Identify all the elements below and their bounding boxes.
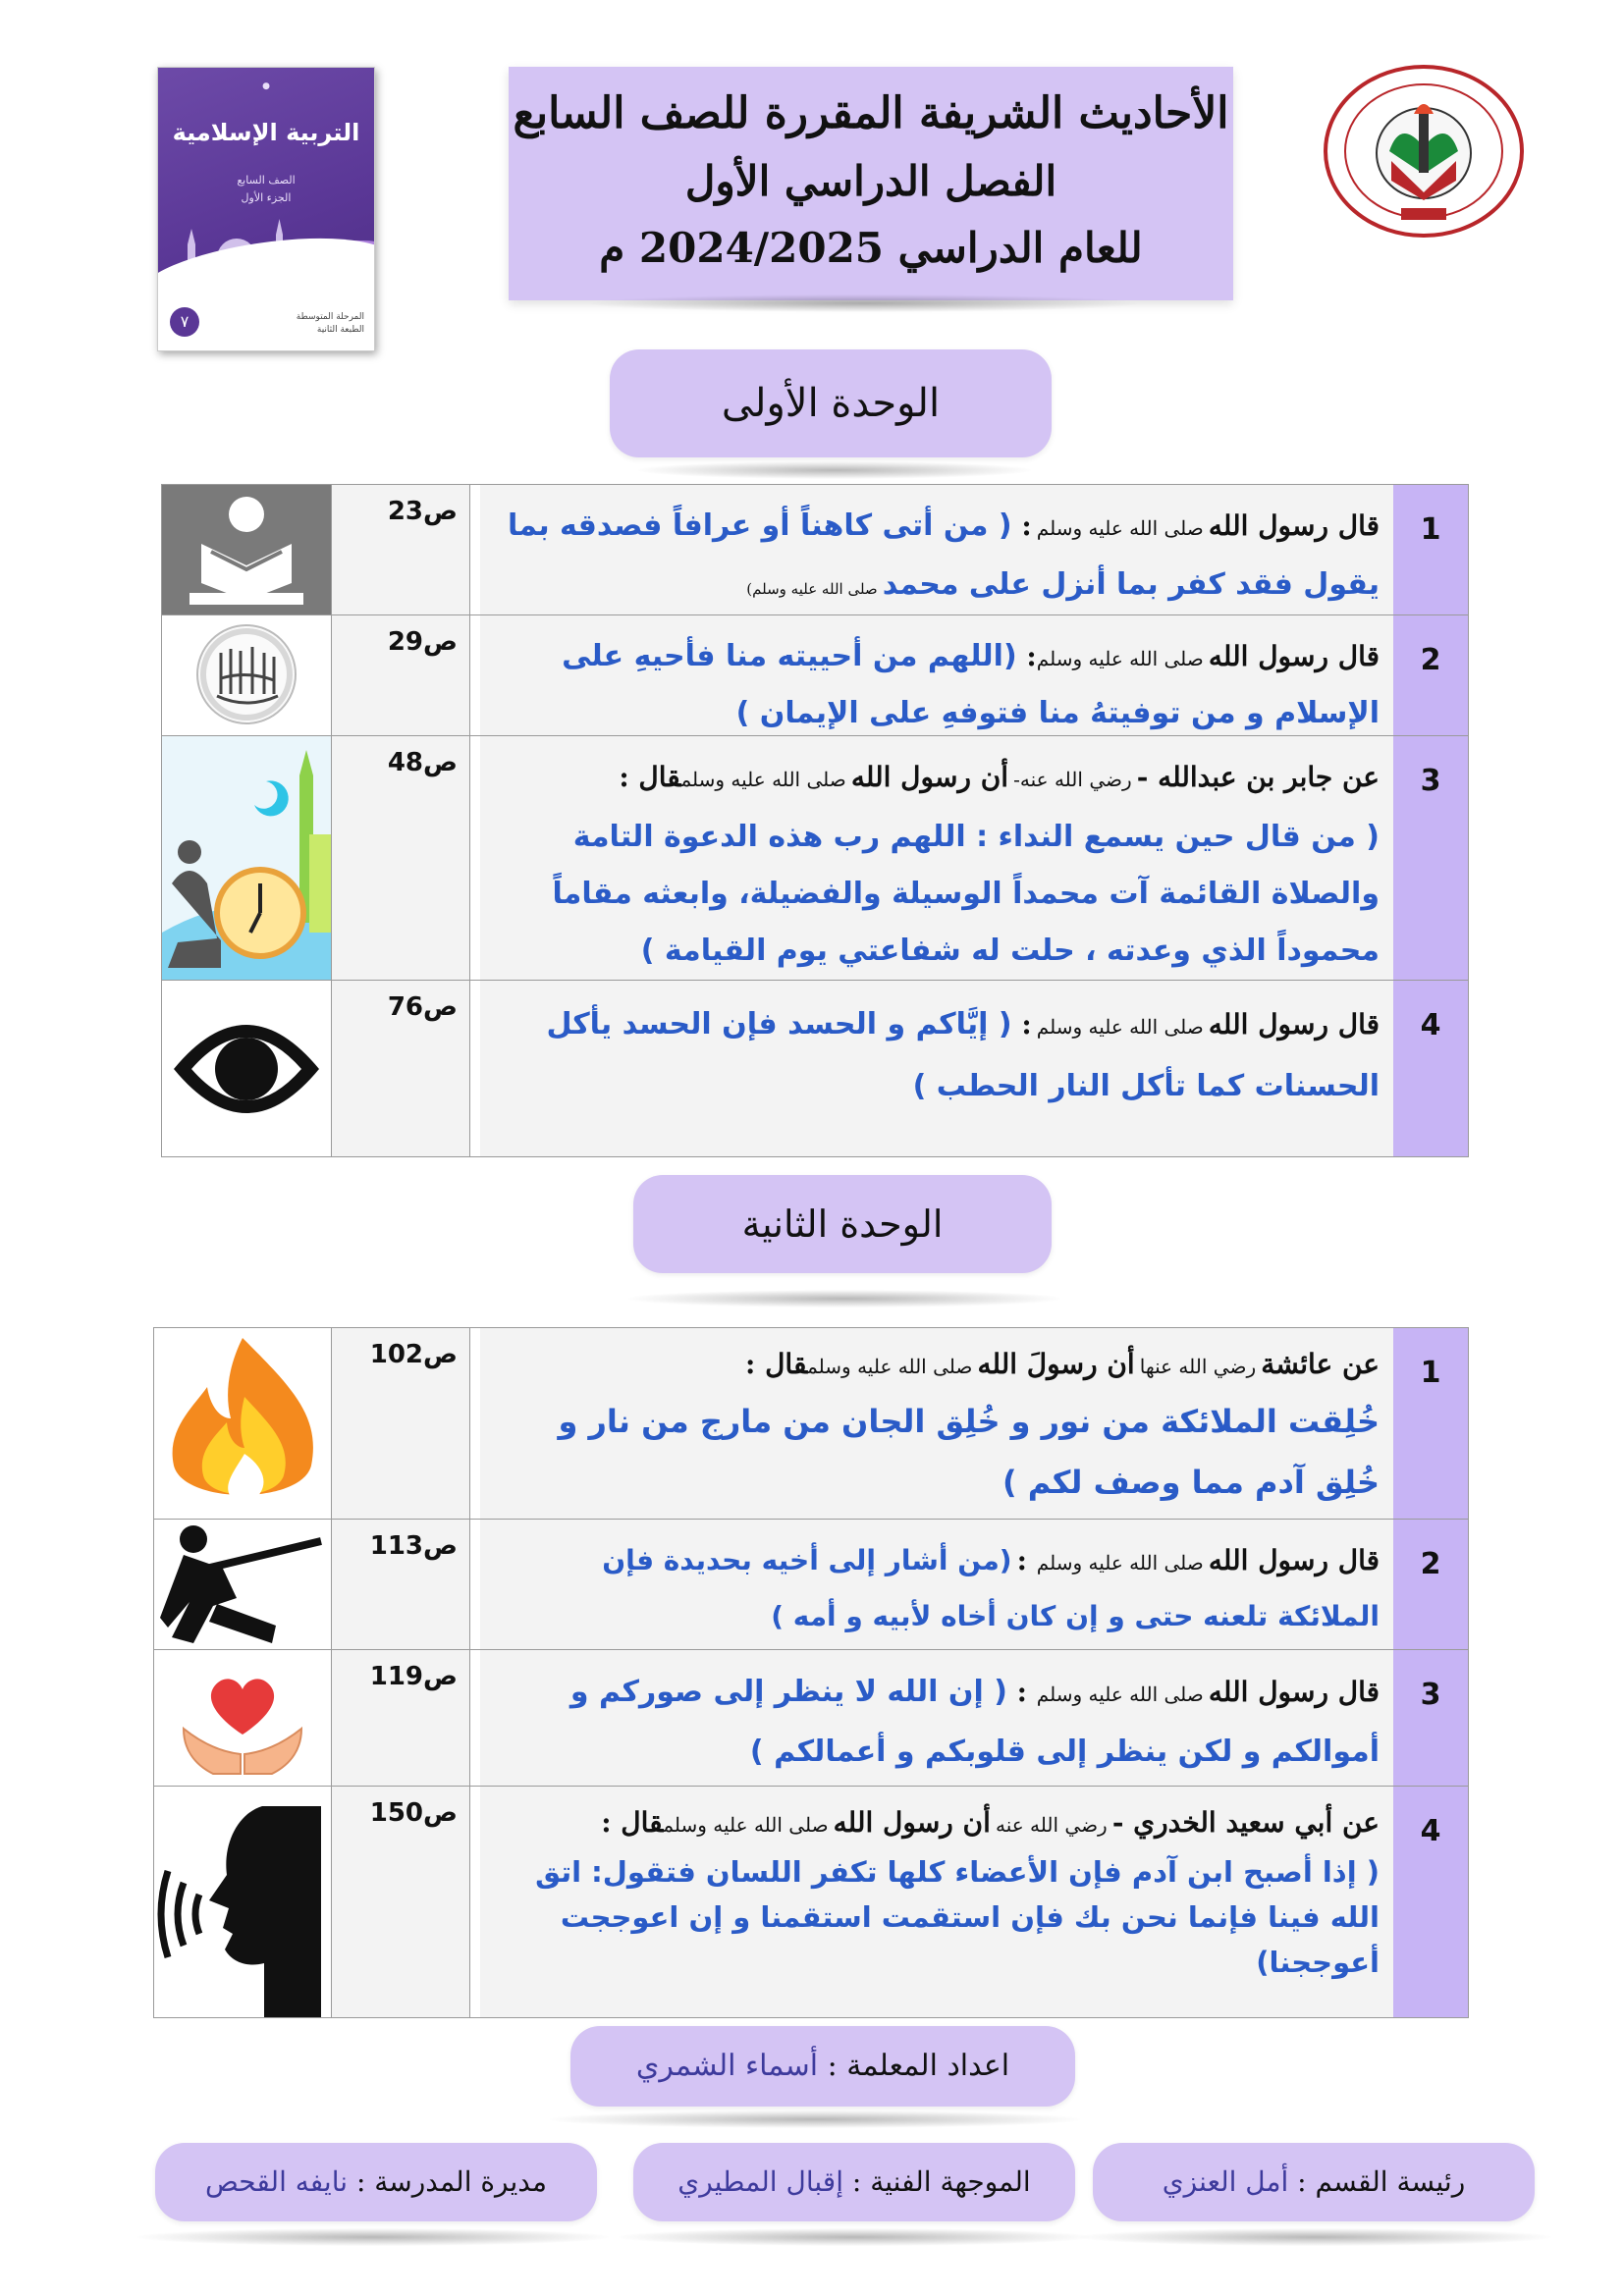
principal-pill: مديرة المدرسة : نايفه القحص: [155, 2143, 597, 2221]
page-reference: ص113: [331, 1520, 470, 1649]
cover-grade: الصف السابع: [237, 174, 296, 187]
textbook-cover: [157, 67, 375, 351]
table-row: [162, 736, 1468, 981]
header-title-line3: للعام الدراسي 2024/2025 م: [599, 224, 1143, 272]
page-reference: ص150: [331, 1787, 470, 2017]
row-number: 2: [1393, 615, 1468, 735]
icon-cell: [162, 981, 331, 1156]
hadith-text-cell: قال رسول الله صلى الله عليه وسلم: (اللهم من أحييته منا فأحيهِ على الإسلام و من توفيتهُ منا فتوفهِ على الإيمان ): [480, 615, 1393, 735]
table-row: [154, 1328, 1468, 1520]
row-number: 3: [1393, 1650, 1468, 1786]
cover-stage: المرحلة المتوسطة الطبعة الثانية: [296, 312, 364, 335]
hadith-text-cell: قال رسول الله صلى الله عليه وسلم : (من أشار إلى أخيه بحديدة فإن الملائكة تلعنه حتى و إن كان أخاه لأبيه و أمه ): [480, 1520, 1393, 1649]
row-number: 1: [1393, 1328, 1468, 1519]
stick-attack-icon: [154, 1520, 331, 1649]
page-reference: ص76: [331, 981, 470, 1156]
unit2-hadith-table: [153, 1327, 1469, 2018]
icon-cell: [162, 615, 331, 735]
page-reference: ص102: [331, 1328, 470, 1519]
row-number: 1: [1393, 485, 1468, 614]
shahada-calligraphy-icon: [162, 615, 331, 735]
unit2-heading: الوحدة الثانية: [633, 1175, 1052, 1273]
unit1-heading: الوحدة الأولى: [610, 349, 1052, 457]
row-number: 4: [1393, 1787, 1468, 2017]
preparer-label: اعداد المعلمة :: [818, 2049, 1010, 2083]
table-row: [154, 1520, 1468, 1650]
cover-number: ٧: [170, 307, 199, 337]
header-title-line2: الفصل الدراسي الأول: [684, 157, 1057, 205]
reading-person-icon: [162, 485, 331, 614]
hadith-text-cell: عن جابر بن عبدالله - رضي الله عنه- أن رسول الله صلى الله عليه وسلمقال : ( من قال حين يسمع النداء : اللهم رب هذه الدعوة التامة والصلاة القائمة آت محمداً الوسيلة والفضيلة، وابعثه مقاماً محموداً الذي وعدته ، حلت له شفاعتي يوم القيامة ): [480, 736, 1393, 980]
icon-cell: [154, 1520, 331, 1649]
preparer-name: أسماء الشمري: [635, 2049, 819, 2083]
row-number: 3: [1393, 736, 1468, 980]
page-reference: ص48: [331, 736, 470, 980]
unit1-hadith-table: [161, 484, 1469, 1157]
table-row: [154, 1650, 1468, 1787]
supervisor-pill: الموجهة الفنية : إقبال المطيري: [633, 2143, 1075, 2221]
page-reference: ص119: [331, 1650, 470, 1786]
fire-icon: [154, 1328, 331, 1519]
table-row: [154, 1787, 1468, 2017]
speaking-head-icon: [154, 1787, 331, 2017]
icon-cell: [154, 1650, 331, 1786]
cover-title: التربية الإسلامية: [172, 119, 360, 146]
eye-icon: [162, 981, 331, 1156]
icon-cell: [162, 485, 331, 614]
header-shadow: [589, 294, 1139, 312]
table-row: [162, 615, 1468, 736]
hadith-text-cell: عن أبي سعيد الخدري - رضي الله عنه أن رسول الله صلى الله عليه وسلمقال : ( إذا أصبح ابن آدم فإن الأعضاء كلها تكفر اللسان فتقول: اتق الله فينا فإنما نحن بك فإن استقمت استقمنا و إن اعوججت أعوججنا): [480, 1787, 1393, 2017]
hadith-text-cell: قال رسول الله صلى الله عليه وسلم : ( إيَّاكم و الحسد فإن الحسد يأكل الحسنات كما تأكل النار الحطب ): [480, 981, 1393, 1156]
icon-cell: [154, 1787, 331, 2017]
preparer-pill: [570, 2026, 1075, 2107]
school-logo-icon: [1321, 63, 1527, 240]
row-number: 2: [1393, 1520, 1468, 1649]
cover-publisher: ●: [262, 81, 270, 91]
page-reference: ص29: [331, 615, 470, 735]
hadith-text-cell: قال رسول الله صلى الله عليه وسلم : ( من أتى كاهناً أو عرافاً فصدقه بما يقول فقد كفر بما أنزل على محمد صلى الله عليه وسلم): [480, 485, 1393, 614]
cover-part: الجزء الأول: [241, 191, 292, 204]
hadith-text-cell: عن عائشة رضي الله عنها أن رسولَ الله صلى الله عليه وسلمقال : خُلِقت الملائكة من نور و خُلِق الجان من مارج من نار و خُلِق آدم مما وصف لكم ): [480, 1328, 1393, 1519]
table-row: [162, 981, 1468, 1156]
icon-cell: [162, 736, 331, 980]
icon-cell: [154, 1328, 331, 1519]
row-number: 4: [1393, 981, 1468, 1156]
heart-hands-icon: [154, 1650, 331, 1786]
page-reference: ص23: [331, 485, 470, 614]
department-head-pill: رئيسة القسم : أمل العنزي: [1093, 2143, 1535, 2221]
table-row: [162, 485, 1468, 615]
header-title-line1: الأحاديث الشريفة المقررة للصف السابع: [513, 88, 1229, 138]
hadith-text-cell: قال رسول الله صلى الله عليه وسلم : ( إن الله لا ينظر إلى صوركم و أموالكم و لكن ينظر إلى قلوبكم و أعمالكم ): [480, 1650, 1393, 1786]
header-title-box: [509, 67, 1233, 300]
mosque-prayer-clock-icon: [162, 736, 331, 980]
